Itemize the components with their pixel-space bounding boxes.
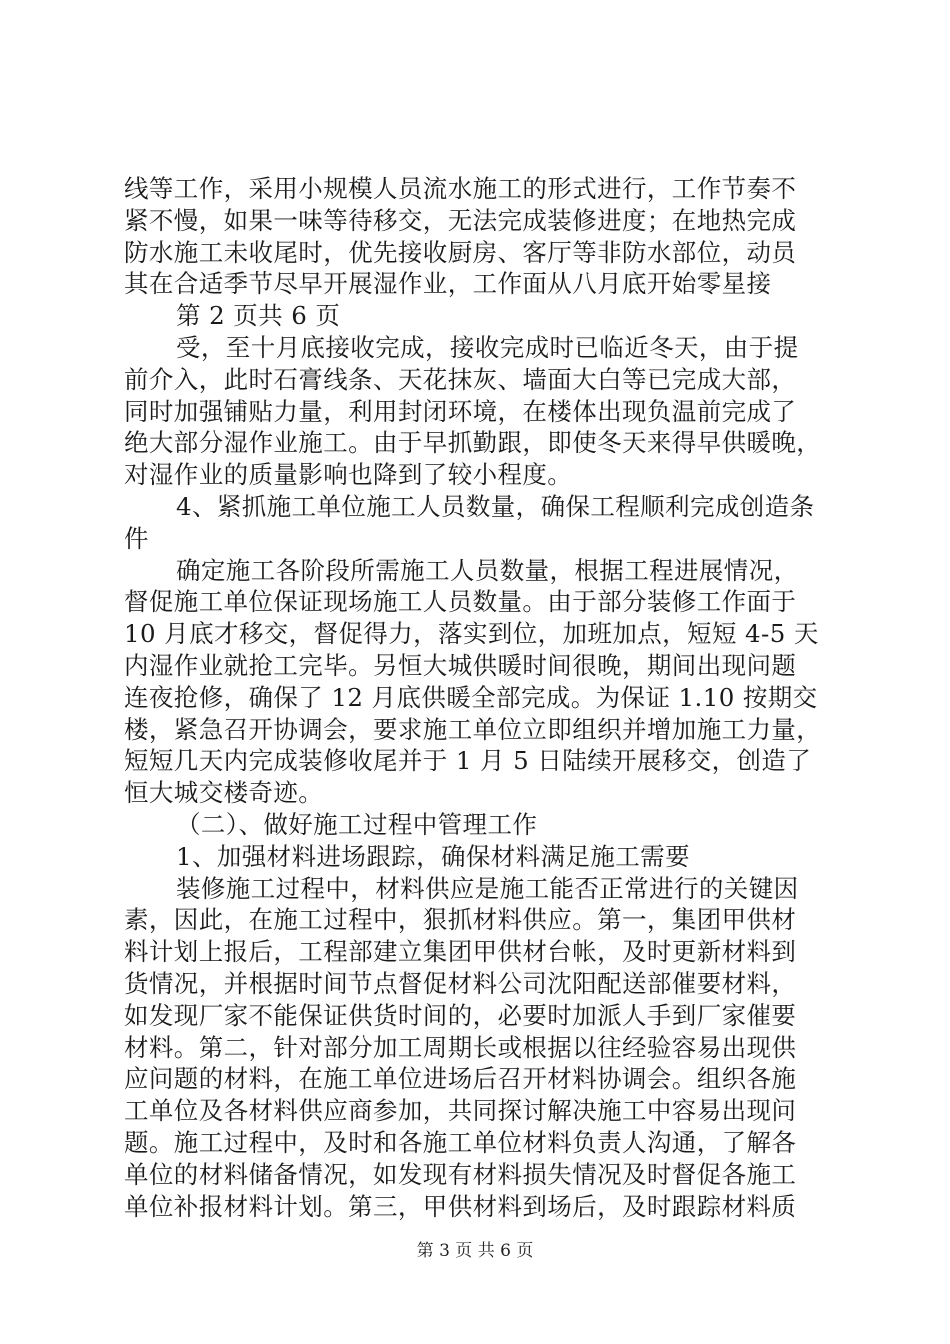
text-line: 题。施工过程中，及时和各施工单位材料负责人沟通，了解各 xyxy=(124,1127,797,1157)
text-line: 货情况，并根据时间节点督促材料公司沈阳配送部催要材料， xyxy=(124,968,797,998)
text-line: 第 2 页共 6 页 xyxy=(176,301,341,331)
text-line: 材料。第二，针对部分加工周期长或根据以往经验容易出现供 xyxy=(124,1032,797,1062)
text-line: 紧不慢，如果一味等待移交，无法完成装修进度；在地热完成 xyxy=(124,205,797,235)
text-line: 督促施工单位保证现场施工人员数量。由于部分装修工作面于 xyxy=(124,587,797,617)
text-line: 单位补报材料计划。第三，甲供材料到场后，及时跟踪材料质 xyxy=(124,1191,797,1221)
body-text xyxy=(124,173,844,1222)
text-line: 1、加强材料进场跟踪，确保材料满足施工需要 xyxy=(176,841,690,871)
text-line: 受，至十月底接收完成，接收完成时已临近冬天，由于提 xyxy=(176,332,799,362)
text-line: 前介入，此时石膏线条、天花抹灰、墙面大白等已完成大部， xyxy=(124,364,797,394)
text-line: 恒大城交楼奇迹。 xyxy=(124,778,324,808)
text-line: 防水施工未收尾时，优先接收厨房、客厅等非防水部位，动员 xyxy=(124,237,797,267)
text-line: 如发现厂家不能保证供货时间的，必要时加派人手到厂家催要 xyxy=(124,1000,797,1030)
text-line: 4、紧抓施工单位施工人员数量，确保工程顺利完成创造条 xyxy=(176,491,815,521)
text-line: 料计划上报后，工程部建立集团甲供材台帐，及时更新材料到 xyxy=(124,937,797,967)
text-line: 素，因此，在施工过程中，狠抓材料供应。第一，集团甲供材 xyxy=(124,905,797,935)
page-footer: 第 3 页 共 6 页 xyxy=(416,1241,534,1261)
text-line: 对湿作业的质量影响也降到了较小程度。 xyxy=(124,460,573,490)
text-line: 10 月底才移交，督促得力，落实到位，加班加点，短短 4-5 天 xyxy=(124,619,819,649)
text-line: 同时加强铺贴力量，利用封闭环境，在楼体出现负温前完成了 xyxy=(124,396,797,426)
text-line: 线等工作，采用小规模人员流水施工的形式进行，工作节奏不 xyxy=(124,174,797,203)
text-line: 应问题的材料，在施工单位进场后召开材料协调会。组织各施 xyxy=(124,1064,797,1094)
text-line: 内湿作业就抢工完毕。另恒大城供暖时间很晚，期间出现问题 xyxy=(124,650,797,680)
text-line: 工单位及各材料供应商参加，共同探讨解决施工中容易出现问 xyxy=(124,1096,797,1126)
text-line: 件 xyxy=(124,523,149,553)
text-line: 楼，紧急召开协调会，要求施工单位立即组织并增加施工力量， xyxy=(124,714,822,744)
text-line: （二）、做好施工过程中管理工作 xyxy=(176,809,538,839)
text-line: 短短几天内完成装修收尾并于 1 月 5 日陆续开展移交，创造了 xyxy=(124,746,812,776)
text-line: 其在合适季节尽早开展湿作业，工作面从八月底开始零星接 xyxy=(124,269,772,299)
text-line: 连夜抢修，确保了 12 月底供暖全部完成。为保证 1.10 按期交 xyxy=(124,682,818,712)
text-line: 确定施工各阶段所需施工人员数量，根据工程进展情况， xyxy=(176,555,799,585)
text-line: 绝大部分湿作业施工。由于早抓勤跟，即使冬天来得早供暖晚， xyxy=(124,428,822,458)
text-line: 单位的材料储备情况，如发现有材料损失情况及时督促各施工 xyxy=(124,1159,797,1189)
text-line: 装修施工过程中，材料供应是施工能否正常进行的关键因 xyxy=(176,873,799,903)
